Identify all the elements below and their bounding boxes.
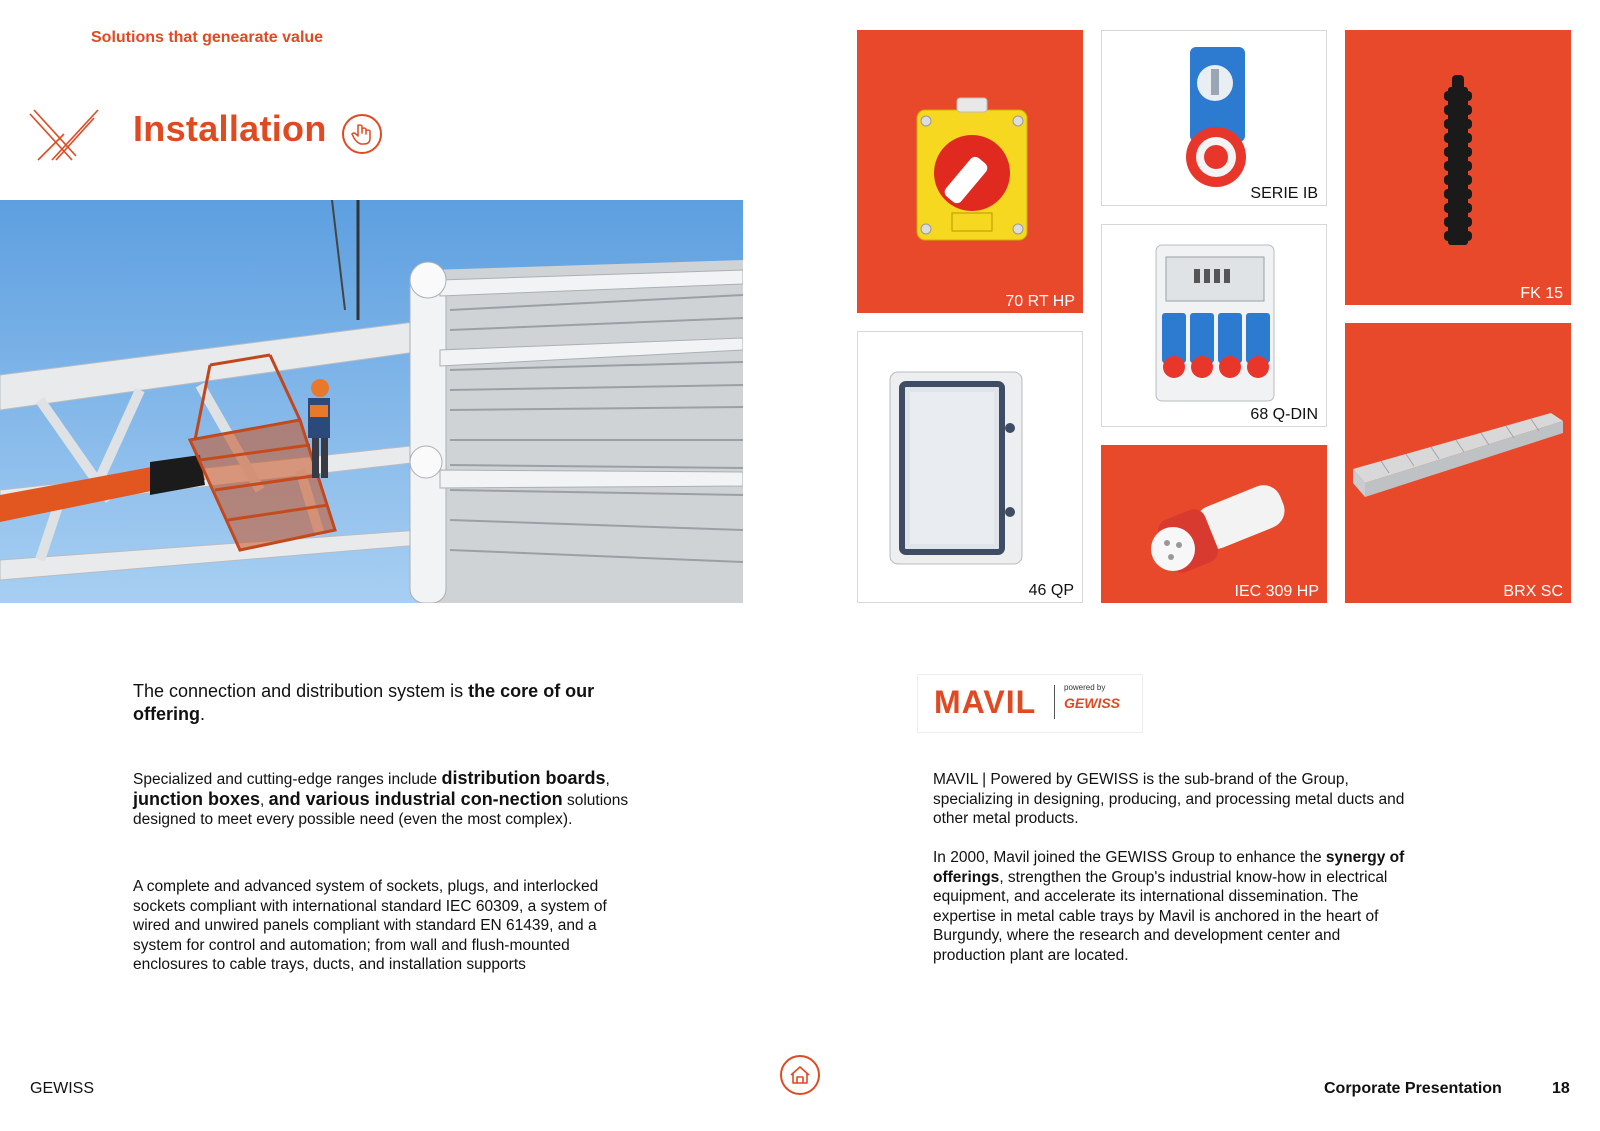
mavil-logo — [917, 674, 1143, 733]
product-label: SERIE IB — [1250, 185, 1318, 202]
touch-hand-icon[interactable] — [341, 113, 383, 155]
product-tile-70rthp[interactable] — [857, 30, 1083, 313]
cable-tray-icon — [1351, 411, 1567, 501]
footer-title: Corporate Presentation — [1324, 1080, 1502, 1097]
mavil-history-paragraph: In 2000, Mavil joined the GEWISS Group to enhance the synergy of offerings, strengthen the Group's industrial know-how in electrical equipment, and accelerate its international dissemination. The expertise in metal cable trays by Mavil is anchored in the heart of Burgundy, where the research and development center and production plant are located. — [933, 849, 1405, 964]
product-tile-68qdin[interactable] — [1101, 224, 1327, 427]
installation-photo — [0, 200, 743, 603]
product-label: FK 15 — [1520, 285, 1563, 302]
gewiss-logo-text: GEWISS — [1064, 695, 1121, 711]
product-label: IEC 309 HP — [1234, 583, 1319, 600]
ranges-paragraph: Specialized and cutting-edge ranges include distribution boards, junction boxes, and various industrial con-nection solutions designed to meet every possible need (even the most complex). — [133, 768, 629, 828]
mavil-brand-text: MAVIL — [934, 684, 1037, 720]
powered-by-text: powered by — [1064, 683, 1106, 692]
product-tile-46qp[interactable] — [857, 331, 1083, 603]
industrial-plug-icon — [1135, 473, 1295, 573]
product-label: 70 RT HP — [1005, 293, 1075, 310]
home-icon[interactable] — [779, 1054, 821, 1096]
distribution-board-icon — [1154, 243, 1276, 403]
product-tile-fk15[interactable] — [1345, 30, 1571, 305]
page-title: Installation — [133, 108, 327, 149]
product-tile-serieib[interactable] — [1101, 30, 1327, 206]
enclosure-icon — [888, 370, 1024, 566]
rotary-switch-icon — [912, 95, 1032, 245]
system-paragraph: A complete and advanced system of sockets, plugs, and interlocked sockets compliant with international standard IEC 60309, a system of wired and unwired panels compliant with standard EN 61439, and a system for control and automation; from wall and flush-mounted enclosures to cable trays, ducts, and installation supports — [133, 878, 607, 973]
page-number: 18 — [1552, 1080, 1570, 1097]
mavil-paragraph: MAVIL | Powered by GEWISS is the sub-brand of the Group, specializing in designing, producing, and processing metal ducts and other metal products. — [933, 771, 1405, 827]
footer-brand: GEWISS — [30, 1080, 95, 1097]
product-tile-iec309hp[interactable] — [1101, 445, 1327, 603]
product-label: BRX SC — [1503, 583, 1563, 600]
intro-statement: The connection and distribution system is the core of our offering. — [133, 681, 595, 724]
logo-divider — [1054, 685, 1055, 719]
tagline: Solutions that genearate value — [91, 29, 324, 46]
product-tile-brxsc[interactable] — [1345, 323, 1571, 603]
installation-cross-icon — [28, 108, 100, 164]
product-label: 68 Q-DIN — [1250, 406, 1318, 423]
product-label: 46 QP — [1028, 582, 1074, 599]
socket-outlet-icon — [1180, 45, 1250, 187]
corrugated-conduit-icon — [1438, 75, 1478, 250]
